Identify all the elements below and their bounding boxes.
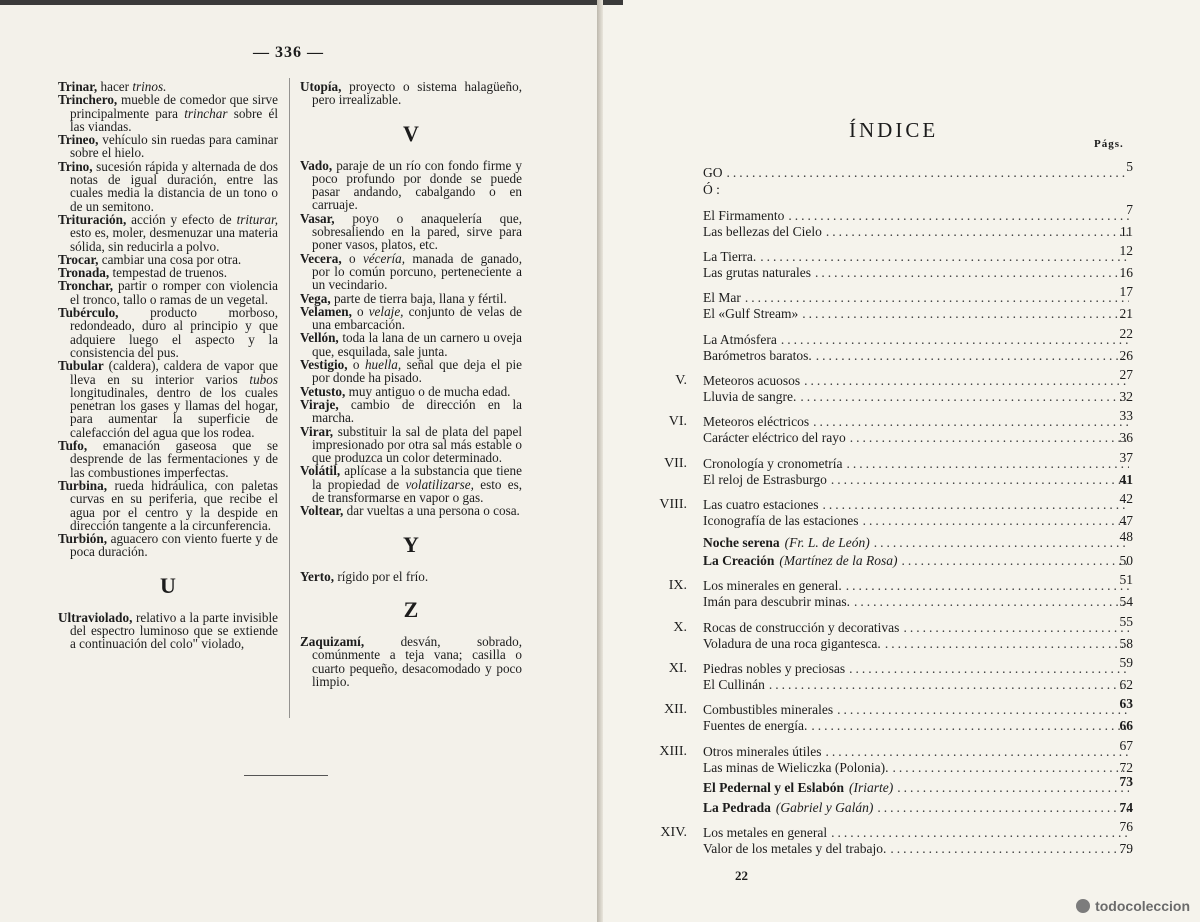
index-entry-title: Barómetros baratos. bbox=[703, 348, 812, 363]
entry-definition: manada de ganado, por lo común porcuno, perteneciente a un vecindario. bbox=[312, 250, 522, 293]
watermark bbox=[1076, 898, 1190, 914]
entry-definition: poyo o anaquelería que, sobresaliendo en la pared, sirve para poner vasos, platos, etc. bbox=[312, 210, 522, 253]
leader-dots bbox=[826, 224, 1129, 240]
index-entry-title: Noche serena bbox=[703, 535, 780, 550]
entry-definition: aplícase a la substancia que tiene la propiedad de bbox=[312, 463, 522, 492]
index-entry-title: Los metales en general bbox=[703, 825, 828, 840]
index-row bbox=[703, 265, 1133, 281]
entry-headword: Vestigio, bbox=[300, 357, 348, 373]
entry-headword: Yerto, bbox=[300, 568, 335, 584]
page-edge-line bbox=[603, 0, 623, 5]
index-page-number: 5 bbox=[1126, 159, 1133, 174]
dictionary-entry bbox=[58, 359, 278, 439]
index-page-number: 73 bbox=[1119, 774, 1133, 789]
dictionary-entry bbox=[58, 93, 278, 133]
entry-headword: Tufo, bbox=[58, 438, 88, 454]
section-letter-v: V bbox=[403, 120, 419, 146]
leader-dots bbox=[831, 825, 1129, 841]
entry-definition: o bbox=[347, 357, 365, 373]
index-page-number: 16 bbox=[1119, 265, 1133, 280]
entry-definition: partir o romper con violencia el tronco, tallo o ramas de un vegetal. bbox=[70, 278, 278, 307]
dictionary-entry bbox=[300, 212, 522, 252]
index-row bbox=[703, 389, 1133, 405]
index-page-number: 58 bbox=[1119, 636, 1133, 651]
left-page bbox=[0, 0, 597, 922]
leader-dots bbox=[825, 744, 1129, 760]
index-page-number: 21 bbox=[1119, 306, 1133, 321]
index-entry-title: La Pedrada bbox=[703, 800, 771, 815]
leader-dots bbox=[897, 780, 1129, 796]
index-entry-title: Iconografía de las estaciones bbox=[703, 513, 859, 528]
index-entry-title: El Pedernal y el Eslabón bbox=[703, 780, 845, 795]
entry-definition: o bbox=[351, 303, 369, 319]
index-row bbox=[703, 208, 1133, 224]
right-page bbox=[603, 0, 1200, 922]
index-page-number: 42 bbox=[1119, 491, 1133, 506]
index-entry-title: Meteoros acuosos bbox=[703, 373, 801, 388]
leader-dots bbox=[846, 578, 1129, 594]
entry-definition: aguacero con viento fuerte y de poca duración. bbox=[70, 531, 278, 560]
chapter-numeral: VII. bbox=[664, 456, 687, 471]
watermark-text: todocoleccion bbox=[1095, 898, 1190, 914]
leader-dots bbox=[802, 306, 1129, 322]
entry-definition: paraje de un río con fondo firme y poco profundo por donde se puede pasar andando, cabalgando o en carruaje. bbox=[312, 157, 522, 213]
leader-dots bbox=[849, 661, 1129, 677]
entry-headword: Volátil, bbox=[300, 463, 341, 479]
entry-definition: sucesión rápida y alternada de dos notas de igual duración, entre las cuales media la distancia de un tono o de un semitono. bbox=[70, 158, 278, 214]
index-row bbox=[703, 513, 1133, 529]
index-page-number: 32 bbox=[1119, 389, 1133, 404]
index-row bbox=[703, 249, 1133, 265]
index-page-number: 48 bbox=[1119, 529, 1133, 544]
index-row bbox=[664, 456, 1133, 472]
index-row bbox=[703, 800, 1133, 816]
dictionary-entry bbox=[300, 635, 522, 688]
entry-headword: Trinchero, bbox=[58, 92, 118, 108]
index-row bbox=[703, 636, 1133, 652]
index-entry-title: La Tierra. bbox=[703, 249, 757, 264]
leader-dots bbox=[800, 389, 1129, 405]
index-entry-title: Rocas de construcción y decorativas bbox=[703, 620, 900, 635]
dictionary-entry bbox=[58, 611, 278, 651]
index-entry-title: El Mar bbox=[703, 290, 741, 305]
entry-headword: Zaquizamí, bbox=[300, 633, 365, 649]
dictionary-entry bbox=[58, 439, 278, 479]
index-page-number: 47 bbox=[1119, 513, 1133, 528]
index-row bbox=[703, 224, 1133, 240]
page-number: — 336 — bbox=[253, 44, 324, 61]
leader-dots bbox=[816, 348, 1129, 364]
index-entry-author: (Gabriel y Galán) bbox=[775, 800, 874, 815]
entry-headword: Tubérculo, bbox=[58, 305, 119, 321]
entry-headword: Utopía, bbox=[300, 79, 342, 94]
index-row bbox=[703, 348, 1133, 364]
index-row bbox=[668, 578, 1133, 594]
entry-headword: Vecera, bbox=[300, 250, 342, 266]
entry-definition: longitudinales, dentro de los cuales penetran los gases y llamas del hogar, para aumentar la superficie de calefacción del agua que los rodea. bbox=[70, 384, 278, 440]
dictionary-entry bbox=[300, 504, 522, 517]
entry-headword: Turbión, bbox=[58, 531, 107, 547]
entry-headword: Vasar, bbox=[300, 210, 335, 226]
entry-headword: Tronchar, bbox=[58, 278, 114, 294]
entry-headword: Tronada, bbox=[58, 265, 110, 281]
entry-headword: Vellón, bbox=[300, 330, 339, 346]
index-row bbox=[660, 825, 1133, 841]
index-page-number: 37 bbox=[1119, 450, 1133, 465]
index-entry-title: Fuentes de energía. bbox=[703, 718, 808, 733]
index-entry-title: GO bbox=[703, 165, 723, 180]
entry-headword: Trituración, bbox=[58, 211, 127, 227]
index-entry-title: Cronología y cronometría bbox=[703, 456, 843, 471]
entry-definition: tempestad de truenos. bbox=[109, 265, 228, 281]
entry-definition: hacer bbox=[97, 79, 133, 94]
leader-dots bbox=[874, 535, 1129, 551]
leader-dots bbox=[901, 553, 1129, 569]
dictionary-entry bbox=[58, 160, 278, 213]
leader-dots bbox=[804, 373, 1129, 389]
index-row bbox=[703, 332, 1133, 348]
dictionary-entry bbox=[300, 464, 522, 504]
index-entry-title: El «Gulf Stream» bbox=[703, 306, 799, 321]
leader-dots bbox=[854, 594, 1129, 610]
leader-dots bbox=[893, 760, 1129, 776]
chapter-numeral: V. bbox=[675, 373, 687, 388]
page-edge-line bbox=[0, 0, 597, 5]
leader-dots bbox=[890, 841, 1129, 857]
leader-dots bbox=[727, 165, 1130, 181]
index-page-number: 79 bbox=[1119, 841, 1133, 856]
index-entry-title: El Cullinán bbox=[703, 677, 765, 692]
leader-dots bbox=[745, 290, 1129, 306]
index-entry-author: (Fr. L. de León) bbox=[784, 535, 870, 550]
index-row bbox=[703, 841, 1133, 857]
index-page-number: 26 bbox=[1119, 348, 1133, 363]
dictionary-entry bbox=[300, 398, 522, 425]
entry-definition: esto es, moler, desmenuzar una materia sólida, sin reducirla a polvo. bbox=[70, 225, 278, 254]
index-page-number: 76 bbox=[1119, 819, 1133, 834]
index-page-number: 67 bbox=[1119, 738, 1133, 753]
leader-dots bbox=[813, 414, 1129, 430]
chapter-numeral: X. bbox=[673, 620, 687, 635]
index-page-number: 50 bbox=[1119, 553, 1133, 568]
dictionary-entry bbox=[58, 133, 278, 160]
index-row bbox=[703, 182, 1133, 198]
dictionary-entry bbox=[300, 425, 522, 465]
dictionary-entry bbox=[58, 80, 278, 93]
entry-headword: Vetusto, bbox=[300, 383, 346, 399]
index-page-number: 72 bbox=[1119, 760, 1133, 775]
index-page-number: 63 bbox=[1119, 696, 1133, 711]
entry-headword: Viraje, bbox=[300, 396, 339, 412]
entry-headword: Turbina, bbox=[58, 477, 107, 493]
section-letter-z: Z bbox=[403, 596, 419, 622]
footer-page-number: 22 bbox=[735, 868, 748, 883]
leader-dots bbox=[850, 430, 1129, 446]
entry-definition: substituir la sal de plata del papel impresionado por otra sal más estable o que produzca un color determinado. bbox=[312, 423, 522, 466]
index-title: ÍNDICE bbox=[849, 118, 939, 142]
entry-italic-term: huella, bbox=[364, 357, 402, 373]
watermark-logo-icon bbox=[1076, 899, 1090, 913]
index-entry-title: Las grutas naturales bbox=[703, 265, 811, 280]
leader-dots bbox=[831, 472, 1129, 488]
chapter-numeral: IX. bbox=[668, 578, 687, 593]
section-letter-y: Y bbox=[403, 531, 419, 557]
index-entry-author: (Martínez de la Rosa) bbox=[779, 553, 898, 568]
pages-column-label: Págs. bbox=[1094, 138, 1124, 150]
dictionary-entry bbox=[300, 252, 522, 292]
chapter-numeral: VIII. bbox=[659, 497, 687, 512]
dictionary-entry bbox=[58, 266, 278, 279]
entry-headword: Velamen, bbox=[300, 303, 352, 319]
index-entry-title: Imán para descubrir minas. bbox=[703, 594, 850, 609]
leader-dots bbox=[903, 620, 1129, 636]
index-entry-title: Las cuatro estaciones bbox=[703, 497, 819, 512]
entry-definition: rueda hidráulica, con paletas curvas en su periferia, que recibe el agua por el centro y la despide en dirección tangente a la circunferencia. bbox=[70, 477, 278, 533]
leader-dots bbox=[877, 800, 1129, 816]
index-entry-title: El Firmamento bbox=[703, 208, 785, 223]
chapter-numeral: XI. bbox=[668, 661, 687, 676]
index-page-number: 22 bbox=[1119, 326, 1133, 341]
entry-definition: señal que deja el pie por donde ha pisado. bbox=[312, 357, 522, 386]
index-row bbox=[664, 702, 1133, 718]
dictionary-entry bbox=[58, 253, 278, 266]
index-row bbox=[703, 535, 1133, 551]
entry-definition: rígido por el frío. bbox=[334, 568, 429, 584]
index-entry-title: Carácter eléctrico del rayo bbox=[703, 430, 846, 445]
leader-dots bbox=[863, 513, 1129, 529]
index-page-number: 51 bbox=[1119, 572, 1133, 587]
entry-definition: relativo a la parte invisible del espectro luminoso que se extiende a continuación del colo" violado, bbox=[70, 609, 278, 652]
entry-definition: o bbox=[341, 250, 363, 266]
index-entry-title: Voladura de una roca gigantesca. bbox=[703, 636, 881, 651]
chapter-numeral: VI. bbox=[668, 414, 687, 429]
index-row bbox=[668, 661, 1133, 677]
index-row bbox=[703, 290, 1133, 306]
entry-headword: Trino, bbox=[58, 158, 93, 174]
index-row bbox=[703, 430, 1133, 446]
leader-dots bbox=[822, 497, 1129, 513]
index-entry-title: Lluvia de sangre. bbox=[703, 389, 797, 404]
chapter-numeral: XIII. bbox=[659, 744, 687, 759]
index-row bbox=[703, 780, 1133, 796]
dictionary-entry bbox=[300, 358, 522, 385]
chapter-numeral: XII. bbox=[664, 702, 687, 717]
dictionary-entry bbox=[58, 479, 278, 532]
index-page-number: 66 bbox=[1119, 718, 1133, 733]
entry-italic-term: trinchar bbox=[184, 105, 228, 121]
index-page-number: 54 bbox=[1119, 594, 1133, 609]
dictionary-entry bbox=[300, 570, 522, 583]
entry-definition: mueble de comedor que sirve principalmente para bbox=[70, 92, 278, 121]
entry-definition: (caldera), caldera de vapor que lleva en su interior varios bbox=[70, 358, 278, 387]
entry-italic-term: tubos bbox=[249, 371, 278, 387]
dictionary-entry bbox=[58, 532, 278, 559]
entry-definition: emanación gaseosa que se desprende de las fermentaciones y de las combustiones imperfectas. bbox=[70, 438, 278, 480]
index-page-number: 59 bbox=[1119, 655, 1133, 670]
index-row bbox=[703, 306, 1133, 322]
entry-headword: Vado, bbox=[300, 157, 333, 173]
index-page-number: 74 bbox=[1119, 800, 1133, 815]
index-row bbox=[703, 553, 1133, 569]
index-page-number: 27 bbox=[1119, 367, 1133, 382]
leader-dots bbox=[760, 249, 1129, 265]
entry-definition: conjunto de velas de una embarcación. bbox=[312, 303, 523, 333]
index-row bbox=[668, 414, 1133, 430]
leader-dots bbox=[846, 456, 1129, 472]
entry-definition: parte de tierra baja, llana y fértil. bbox=[330, 290, 507, 306]
dictionary-column-left bbox=[58, 80, 278, 651]
index-page-number: 7 bbox=[1126, 202, 1133, 217]
entry-italic-term: volatilizarse, bbox=[405, 476, 474, 492]
index-row bbox=[703, 165, 1133, 181]
index-page-number: 33 bbox=[1119, 408, 1133, 423]
index-entry-title: La Creación bbox=[703, 553, 775, 568]
dictionary-entry bbox=[58, 279, 278, 306]
index-page-number: 12 bbox=[1119, 243, 1133, 258]
dictionary-entry bbox=[300, 305, 522, 332]
entry-headword: Voltear, bbox=[300, 503, 344, 519]
chapter-numeral: XIV. bbox=[660, 825, 687, 840]
entry-headword: Tubular bbox=[58, 358, 104, 374]
index-row bbox=[675, 373, 1133, 389]
index-entry-title: Meteoros eléctricos bbox=[703, 414, 810, 429]
entry-definition: vehículo sin ruedas para caminar sobre el hielo. bbox=[70, 132, 278, 161]
entry-definition: proyecto o sistema halagüeño, pero irrealizable. bbox=[312, 79, 522, 108]
dictionary-entry bbox=[300, 292, 522, 305]
index-entry-title: Combustibles minerales bbox=[703, 702, 834, 717]
index-row bbox=[659, 497, 1133, 513]
leader-dots bbox=[769, 677, 1129, 693]
leader-dots bbox=[815, 265, 1129, 281]
entry-definition: cambio de dirección en la marcha. bbox=[312, 396, 522, 426]
leader-dots bbox=[811, 718, 1129, 734]
index-entry-title: Otros minerales útiles bbox=[703, 744, 822, 759]
index-page-number: 17 bbox=[1119, 284, 1133, 299]
leader-dots bbox=[885, 636, 1129, 652]
index-page-number: 62 bbox=[1119, 677, 1133, 692]
index-page-number: 36 bbox=[1119, 430, 1133, 445]
entry-definition: sobre él las viandas. bbox=[70, 105, 278, 134]
index-entry-title: Las bellezas del Cielo bbox=[703, 224, 822, 239]
entry-definition: muy antiguo o de mucha edad. bbox=[345, 383, 511, 399]
index-row bbox=[703, 718, 1133, 734]
index-entry-title: Las minas de Wieliczka (Polonia). bbox=[703, 760, 889, 775]
index-row bbox=[703, 472, 1133, 488]
index-row bbox=[703, 677, 1133, 693]
dictionary-column-right bbox=[300, 80, 522, 688]
dictionary-entry bbox=[300, 385, 522, 398]
dictionary-entry bbox=[58, 213, 278, 253]
index-page-number: 55 bbox=[1119, 614, 1133, 629]
index-entry-title: La Atmósfera bbox=[703, 332, 777, 347]
entry-headword: Trinar, bbox=[58, 79, 98, 94]
index-entry-title: Los minerales en general. bbox=[703, 578, 842, 593]
leader-dots bbox=[788, 208, 1129, 224]
entry-definition: dar vueltas a una persona o cosa. bbox=[343, 503, 520, 519]
entry-definition: producto morboso, redondeado, duro al principio y que adquiere luego el aspecto y la consistencia del pus. bbox=[70, 305, 278, 360]
dictionary-entry bbox=[300, 159, 522, 212]
leader-dots bbox=[837, 702, 1129, 718]
section-letter-u: U bbox=[160, 572, 176, 598]
entry-headword: Trocar, bbox=[58, 251, 99, 267]
index-page-number: 11 bbox=[1120, 224, 1133, 239]
entry-italic-term: velaje, bbox=[368, 303, 404, 319]
entry-italic-term: trinos. bbox=[132, 79, 167, 94]
index-entry-title: El reloj de Estrasburgo bbox=[703, 472, 827, 487]
leader-dots bbox=[781, 332, 1129, 348]
index-row bbox=[703, 594, 1133, 610]
dictionary-entry bbox=[58, 306, 278, 359]
index-row bbox=[703, 760, 1133, 776]
column-divider bbox=[289, 78, 290, 718]
entry-italic-term: vécería, bbox=[362, 250, 406, 266]
index-page-number: 41 bbox=[1119, 472, 1133, 487]
entry-definition: esto es, de transformarse en vapor o gas. bbox=[312, 476, 522, 506]
index-entry-author: (Iriarte) bbox=[849, 780, 894, 795]
index-entry-title: Piedras nobles y preciosas bbox=[703, 661, 846, 676]
index-row bbox=[659, 744, 1133, 760]
index-row bbox=[673, 620, 1133, 636]
entry-headword: Trineo, bbox=[58, 132, 99, 148]
entry-italic-term: triturar, bbox=[236, 211, 278, 227]
entry-headword: Vega, bbox=[300, 290, 331, 306]
bottom-rule bbox=[244, 775, 328, 776]
entry-headword: Virar, bbox=[300, 423, 334, 439]
entry-definition: cambiar una cosa por otra. bbox=[98, 251, 242, 267]
entry-definition: acción y efecto de bbox=[126, 211, 237, 227]
index-entry-title: Valor de los metales y del trabajo. bbox=[703, 841, 887, 856]
dictionary-entry bbox=[300, 331, 522, 358]
entry-headword: Ultraviolado, bbox=[58, 609, 133, 625]
entry-definition: toda la lana de un carnero u oveja que, esquilada, sale junta. bbox=[312, 330, 522, 359]
entry-definition: desván, sobrado, comúnmente a teja vana; casilla o cuarto pequeño, desacomodado y poco limpio. bbox=[312, 633, 522, 689]
index-entry-title: Ó : bbox=[703, 182, 720, 197]
dictionary-entry bbox=[300, 80, 522, 107]
